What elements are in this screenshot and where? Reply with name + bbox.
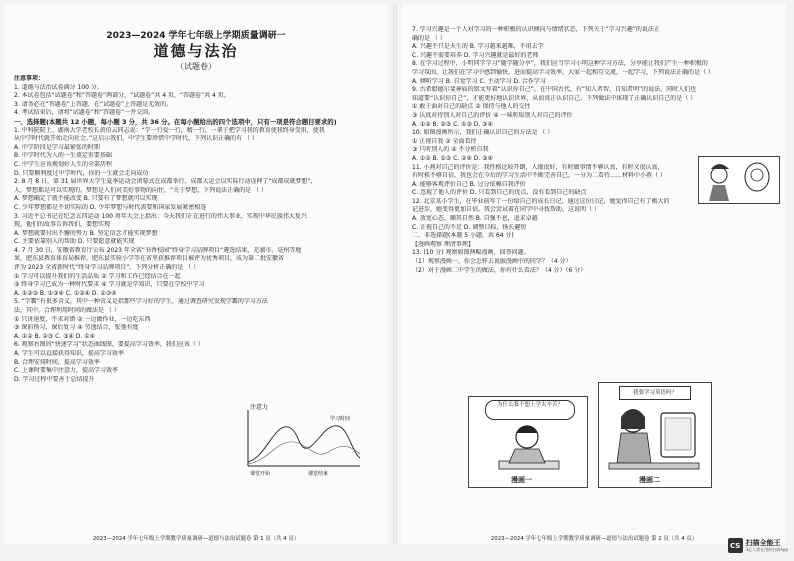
- question-text-line: ① 正视自我 ② 全面看待: [412, 137, 477, 145]
- question-text-line: ③ 只听别人的 ④ 不分析自我: [412, 146, 489, 154]
- question-text-line: 11. 小燕对自己的评价是：我性格比较开朗，人缘很好，有时做事情不够认真，有时又很认真，: [412, 163, 664, 171]
- notes-title: 注意事项：: [14, 75, 45, 82]
- question-text-line: C. 主要依靠别人的帮助 D. 只要愿意就能实现: [14, 238, 135, 246]
- question-text-line: 1. 中科院院士、湖南大学老校长黄伯云同志说：“学一行爱一行，精一行，一辈子把学习我的教育使我终身受用，使我: [14, 126, 325, 134]
- question-text-line: 人，梦想都是可以实现的。梦想是人们对美好事物的向往，“关于梦想，下列说法正确的是 （ ）: [14, 186, 267, 194]
- page-footer-left: 2023—2024 学年七年级上学期教学质量调研—道德与法治试题卷 第 1 页（共 4 页）: [92, 536, 300, 542]
- question-text-line: 9. 古希腊德尔斐神庙的铭文写着“认识你自己”，在中国古代，有“知人者智，自知者明”的说法。同时人们也: [412, 86, 697, 94]
- camscanner-watermark: [728, 538, 788, 553]
- question-text-line: 12. 北京某小学生，在毕业前写了一份给自己的成长日记，通过这份日记，她觉得自己有了极大的: [412, 197, 670, 205]
- question-text-line: ① 学习可以提升我们的生活品质 ② 学习和工作已经结合在一起: [14, 272, 181, 280]
- question-text-line: ① 只讲速度，不求对错 ② 一边做作业，一边吃东西: [14, 315, 151, 323]
- camscanner-logo-icon: CS: [728, 538, 743, 553]
- note-line: 4. 考试结束后，请将“试题卷”和“答题卷”一并交回。: [14, 109, 155, 117]
- question-text-line: C. 中学生应该规划好人生的全部历程: [14, 160, 113, 168]
- question-text-line: 法，其中，合理利用时间的做法是 （ ）: [14, 307, 120, 315]
- exam-title: 道德与法治: [153, 42, 239, 60]
- note-line: 1. 道德与法治试卷满分 100 分。: [14, 83, 103, 91]
- question-text-line: A. 倾听学习 B. 自觉学习 C. 主动学习 D. 合作学习: [412, 77, 546, 85]
- question-text-line: ③ 终身学习已成为一种时代要求 ④ 学习就是学知识，只要在学校中学习: [14, 281, 205, 289]
- question-text-line: C. 少年梦想都是不切实际的 D. 少年梦想与时代需要和国家发展紧密相连: [14, 203, 207, 211]
- question-text-line: A. 兴趣不只是天生的 B. 学习越来越难，不用去学: [412, 43, 544, 51]
- question-text-line: ③ 课前预习，课后复习 ④ 劳逸结合，张弛有度: [14, 324, 139, 332]
- comic-panel-one: [468, 396, 588, 488]
- question-text-line: 8. 在学习过程中，小明同学学习“随学随分享”，我们应当学习小明这种学习方法，分享能让我们产生一种积极的: [412, 60, 708, 68]
- brand-name: 扫描全能王: [745, 539, 781, 547]
- question-text-line: 3. 习近平总书记在纪念五四运动 100 周年大会上指出：今天我们正在进行的伟大事业，实现中华民族伟大复兴: [14, 212, 307, 220]
- question-text-line: 知道要“认识你自己”，才能更好地认识世界，从而真正认识自己。下列做法中体现了正确认识自己的是（ ）: [412, 94, 697, 102]
- question-text-line: A. 中学阶段是学习最紧张的时期: [14, 143, 100, 151]
- question-lines: [14, 127, 378, 385]
- attention-curve-chart: [236, 402, 366, 480]
- question-text-line: 确的是 （ ）: [412, 34, 446, 42]
- question-text-line: C. 忽视了他人的评价 D. 只看到自己的优点，没有看到自己的缺点: [412, 189, 587, 197]
- question-text-line: 学习氛围，让我们在学习中感到愉快，进而提高学习效率，大家一起相互交流，一起学习，下列说法正确的是（ ）: [412, 68, 714, 76]
- question-text-line: 现，他们的故事告诉我们，要想实现: [14, 221, 111, 229]
- question-text-line: A. ①② B. ①③ C. ②④ D. ③④: [412, 154, 493, 162]
- question-text-line: （2）对于漫画二中学生的做法，你有什么看法？（4 分）（6 分）: [412, 266, 587, 274]
- exam-page-right: [402, 4, 786, 544]
- notes-list: [14, 84, 378, 118]
- question-text-line: 4. 7 月 30 日，安徽省教育厅公布 2023 年全省“书香校园”终身学习品牌项目“遴选结果，芜湖市、亳州等地: [14, 246, 302, 254]
- question-text-line: 从中学时代就开始走向社会。”这启示我们，中学生要珍惜中学时代，下列认识正确的有 （ ）: [14, 135, 258, 143]
- question-text-line: A. ①② B. ②③ C. ③④ D. ①④: [14, 332, 95, 340]
- question-text-line: D. 只要顺利度过中学时代，你的一生就会走向成功: [14, 169, 149, 177]
- question-text-line: D. 学习过程中要善于总结提升: [14, 375, 95, 383]
- chart-y-label: 注意力: [250, 404, 269, 411]
- question-text-line: A. 放宽心态，顺其自然 B. 自强不息，追求卓越: [412, 215, 538, 223]
- chart-x-end: 课堂结束: [308, 471, 329, 477]
- comic-panel-two: [598, 382, 712, 488]
- question-text-line: C. 上课时要集中注意力，提高学习效率: [14, 367, 119, 375]
- cartoon-mirror: [698, 156, 780, 204]
- question-text-line: 记进步，她变得更加自信，我会尝试着在同学中寻找帮助。这说明（ ）: [412, 206, 600, 214]
- question-text-line: 评为 2023 全省新时代“终身学习品牌项目”。下列分析正确的是 （ ）: [14, 264, 200, 272]
- page-fold: [393, 4, 397, 544]
- question-lines-right: [412, 26, 776, 275]
- question-text-line: ③ 认真对待别人对自己的评价 ④ 一味听取别人对自己的评价: [412, 111, 573, 119]
- comic-caption-one: 漫画一: [511, 476, 532, 484]
- note-line: 3. 请务必在“答题卷”上答题，在“试题卷”上答题是无效的。: [14, 100, 173, 108]
- question-text-line: A. 梦想确定了就不能改变 B. 只要有了梦想就可以实现: [14, 195, 158, 203]
- question-text-line: A. 梦想就要付出不懈的努力 B. 坚定信念才能实现梦想: [14, 229, 158, 237]
- question-text-line: B. 合理安排时间，提高学习效率: [14, 358, 100, 366]
- speech-bubble-one: 为什么我不想上学太辛苦？: [485, 400, 575, 420]
- question-text-line: 10. 如图漫画所示，我们正确认识自己的方法是 （ ）: [412, 129, 554, 137]
- brand-tagline: 3亿人都在用的扫描App: [745, 547, 788, 552]
- chart-x-start: 课堂开始: [250, 471, 271, 477]
- chart-annotation: 学习时间: [330, 416, 351, 422]
- question-text-line: A. 能够客观评价自己 B. 过分依赖自我评价: [412, 180, 526, 188]
- question-text-line: 有时候不够自信，我也会在今后的学习生活中不断完善自己，一分为二看待……材料中小燕（ ）: [412, 172, 666, 180]
- exam-subtitle: （试题卷）: [176, 62, 216, 71]
- question-text-line: 13. (10 分) 观察如图两幅漫画，回答问题。: [412, 249, 530, 257]
- question-text-line: 5. “学霸”有很多含义，其中一种含义是指那些学习好的学生，通过调查研究发现学霸的学习方法: [14, 298, 268, 306]
- question-text-line: A. ①②③ B. ①③④ C. ①②④ D. ②③④: [14, 289, 117, 297]
- question-text-line: 【漫画观察 理清事理】: [412, 240, 474, 248]
- question-text-line: A. ①② B. ②③ C. ①③ D. ③④: [412, 120, 493, 128]
- comic-caption-two: 漫画二: [639, 476, 660, 484]
- question-text-line: （1）观察漫画一，你会怎样去说服漫画中的同学？（4 分）: [412, 258, 572, 266]
- question-text-line: B. 中学时代为人的一生奠定重要基础: [14, 152, 112, 160]
- question-text-line: 7. 学习兴趣是一个人对学习的一种积极的认识倾向与情绪状态，下列关于“学习兴趣”的说法正: [412, 26, 660, 33]
- question-text-line: A. 学生可以直接获得知识，提高学习效率: [14, 350, 124, 357]
- question-text-line: 二、非选择题(本题 5 小题，共 64 分): [412, 232, 514, 240]
- question-text-line: 2. 8 月 8 日，第 31 届世界大学生夏季运动会闭幕式在成都举行。成都大运会以实际行动诠释了“成都成就梦想”，: [14, 178, 317, 186]
- question-text-line: C. 正视自己的不足 D. 调整目标，扬长避短: [412, 223, 527, 231]
- question-text-line: 果，肥东县教育体育局推荐，肥东县实验小学等在省里获推荐项目被评为优秀项目，成为第二批安徽省: [14, 255, 285, 263]
- question-text-line: 6. 观察右图的“快速学习”状态曲线图，要提高学习效率，我们应该（ ）: [14, 341, 204, 349]
- speech-bubble-two: 我要学习英语吗？: [619, 386, 691, 400]
- question-text-line: C. 兴趣不需要培养 D. 学习兴趣就是最好的老师: [412, 51, 539, 59]
- question-text-line: ① 敢于面对自己的缺点 ② 保持与他人的交往: [412, 103, 531, 111]
- exam-header: 2023—2024 学年七年级上学期质量调研一: [106, 31, 286, 41]
- attention-curve-2: [248, 442, 360, 464]
- exam-page-left: [4, 4, 388, 544]
- page-footer-right: 2023—2024 学年七年级上学期教学质量调研—道德与法治试题卷 第 2 页（共 4 页）: [490, 536, 698, 542]
- section-one-heading: 一、选择题(本题共 12 小题，每小题 3 分，共 36 分。在每小题给出的四个选项中，只有一项是符合题目要求的): [14, 117, 337, 126]
- note-line: 2. 本试卷包括“试题卷”和“答题卷”两部分，“试题卷”共 4 页，“答题卷”共 4 页。: [14, 92, 230, 100]
